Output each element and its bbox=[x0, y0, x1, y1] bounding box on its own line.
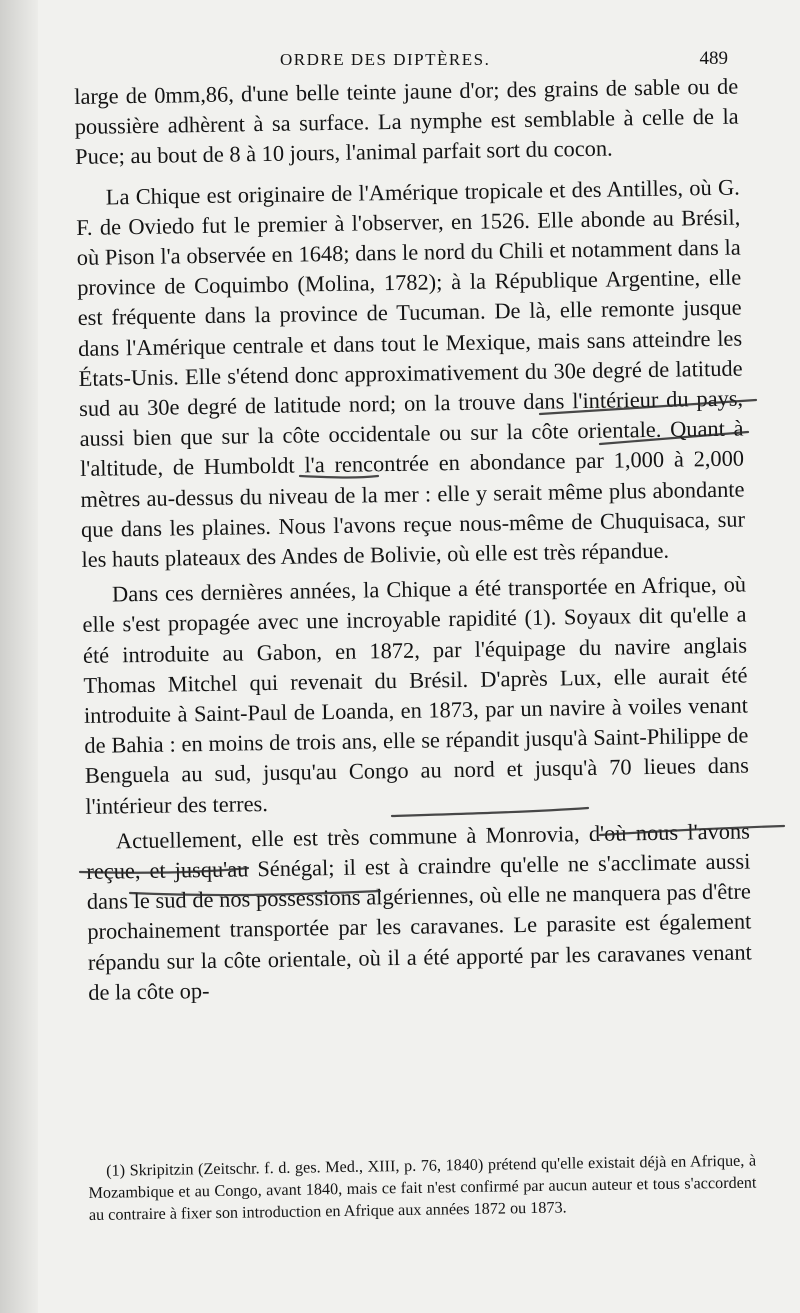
page-header bbox=[80, 48, 728, 74]
running-title: ORDRE DES DIPTÈRES. bbox=[280, 50, 491, 69]
paragraph-origin: La Chique est originaire de l'Amérique tropicale et des Antilles, où G. F. de Oviedo fut le premier à l'observer, en 1526. Elle abonde au Brésil, où Pison l'a observée en 1648; dans le nord du Chili et notamment dans la province de Coquimbo (Molina, 1782); à la République Argentine, elle est fréquente dans la province de Tucuman. De là, elle remonte jusque dans l'Amérique centrale et dans tout le Mexique, mais sans atteindre les États-Unis. Elle s'étend donc approximativement du 30e degré de latitude sud au 30e degré de latitude nord; on la trouve dans l'intérieur du pays, aussi bien que sur la côte occidentale ou sur la côte orientale. Quant à l'altitude, de Humboldt l'a rencontrée en abondance par 1,000 à 2,000 mètres au-dessus du niveau de la mer : elle y serait même plus abondante que dans les plaines. Nous l'avons reçue nous-même de Chuquisaca, sur les hauts plateaux des Andes de Bolivie, où elle est très répandue. bbox=[76, 174, 746, 572]
page-number: 489 bbox=[699, 48, 728, 69]
paragraph-continuation: large de 0mm,86, d'une belle teinte jaune d'or; des grains de sable ou de poussière adhèrent à sa surface. La nymphe est semblable à celle de la Puce; au bout de 8 à 10 jours, l'animal parfait sort du cocon. bbox=[74, 73, 739, 170]
footnote-1: (1) Skripitzin (Zeitschr. f. d. ges. Med., XIII, p. 76, 1840) prétend qu'elle existait déjà en Afrique, à Mozambique et au Congo, avant 1840, mais ce fait n'est confirmé par aucun auteur et tous s'accordent au contraire à fixer son introduction en Afrique aux années 1872 ou 1873. bbox=[88, 1151, 757, 1224]
paragraph-africa: Dans ces dernières années, la Chique a été transportée en Afrique, où elle s'est propagée avec une incroyable rapidité (1). Soyaux dit qu'elle a été introduite au Gabon, en 1872, par l'équipage du navire anglais Thomas Mitchel qui revenait du Brésil. D'après Lux, elle aurait été introduite à Saint-Paul de Loanda, en 1873, par un navire à voiles venant de Bahia : en moins de trois ans, elle se répandit jusqu'à Saint-Philippe de Benguela au sud, jusqu'au Congo au nord et jusqu'à 70 lieues dans l'intérieur des terres. bbox=[82, 571, 750, 819]
paragraph-current-range: Actuellement, elle est très commune à Monrovia, d'où nous l'avons reçue, et jusqu'au Sénégal; il est à craindre qu'elle ne s'acclimate aussi dans le sud de nos possessions algériennes, où elle ne manquera pas d'être prochainement transportée par les caravanes. Le parasite est également répandu sur la côte orientale, où il a été apporté par les caravanes venant de la côte op- bbox=[86, 818, 752, 1005]
body-text bbox=[74, 72, 753, 1013]
footnote-block bbox=[88, 1150, 757, 1226]
